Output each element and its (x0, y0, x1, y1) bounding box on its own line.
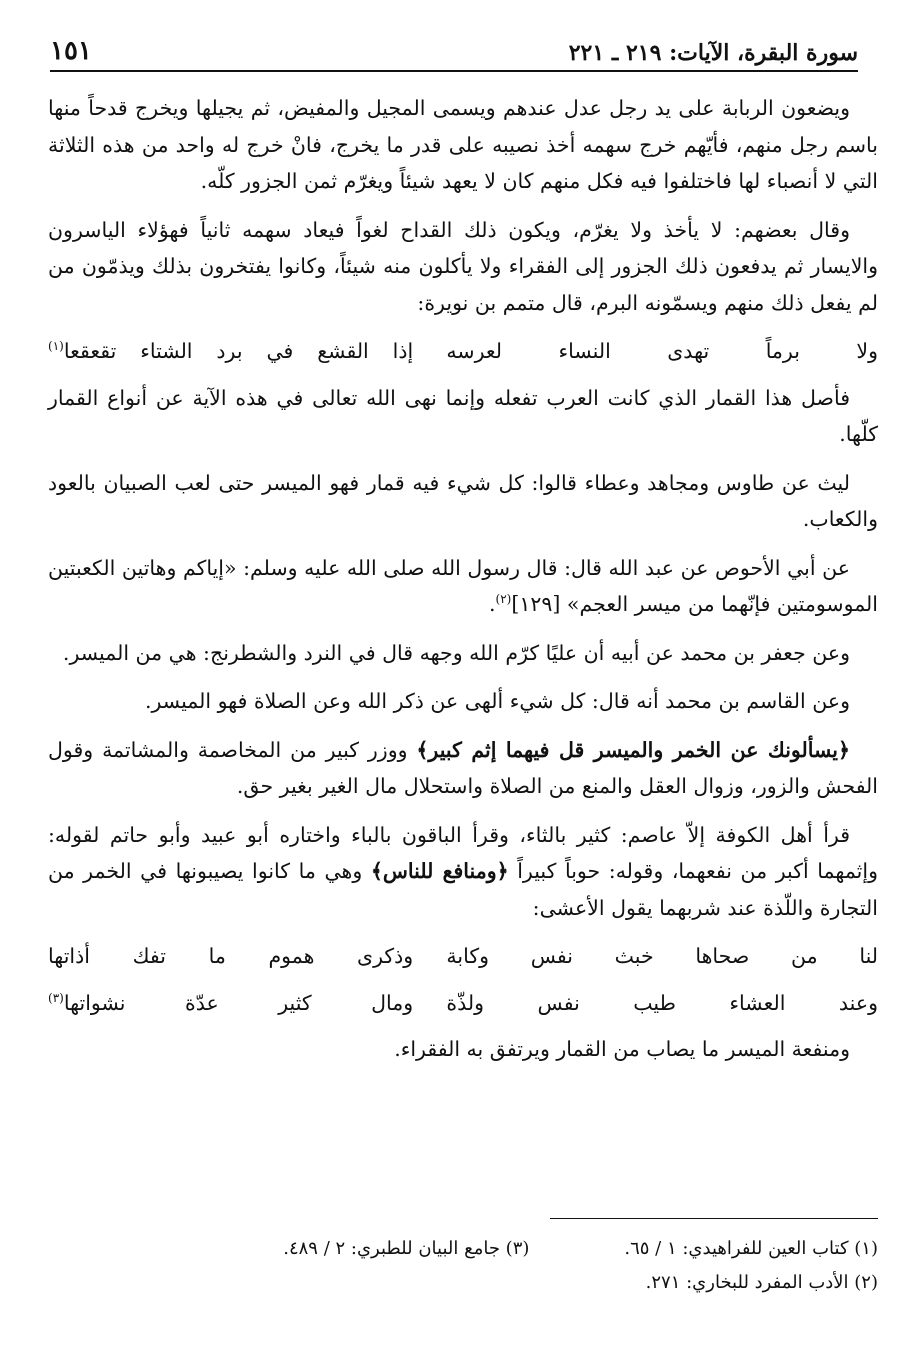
page-body (48, 90, 878, 1080)
footnote-ref: (١) (48, 339, 64, 354)
quran-verse: ﴿يسألونك عن الخمر والميسر قل فيهما إثم كبير﴾ (416, 737, 850, 762)
page-header (50, 32, 858, 72)
footnote: (١) كتاب العين للفراهيدي: ١ / ٦٥. (624, 1238, 878, 1259)
verse-hemistich-text: إذا القشع في برد الشتاء تقعقعا (63, 339, 414, 363)
hadith-text: عن أبي الأحوص عن عبد الله قال: قال رسول الله صلى الله عليه وسلم: «إياكم وهاتين الكعبتين الموسومتين فإنّهما من ميسر العجم» [١٢٩] (48, 555, 878, 616)
poetry-line (48, 985, 878, 1022)
verse-hemistich: لنا من صحاها خبث نفس وكابة (446, 944, 878, 968)
paragraph: وعن جعفر بن محمد عن أبيه أن عليًا كرّم الله وجهه قال في النرد والشطرنج: هي من الميسر. (62, 640, 850, 665)
commentary-text: قرأ أهل الكوفة إلاّ عاصم: كثير بالثاء، وقرأ الباقون بالباء واختاره أبو عبيد وأبو حاتم لقوله: وإثمهما أكبر من نفعهما، وقوله: حوباً كبيراً (48, 822, 878, 883)
paragraph: ليث عن طاوس ومجاهد وعطاء قالوا: كل شيء فيه قمار فهو الميسر حتى لعب الصبيان بالعود والكعاب. (48, 470, 878, 531)
paragraph: فأصل هذا القمار الذي كانت العرب تفعله وإنما نهى الله تعالى في هذه الآية عن أنواع القمار كلّها. (48, 385, 878, 446)
verse-hemistich: وعند العشاء طيب نفس ولذّة (446, 990, 878, 1015)
paragraph: ويضعون الربابة على يد رجل عدل عندهم ويسمى المجيل والمفيض، ثم يجيلها ويخرج قدحاً منها باسم رجل منهم، فأيّهم خرج سهمه أخذ نصيبه على قدر ما يخرج، فانْ خرج له واحد من هذه الثلاثة التي لا أنصباء لها فاختلفوا فيه فكل منهم كان لا يعهد شيئاً ويغرّم ثمن الجزور كلّه. (48, 96, 878, 193)
footnote-ref: (٢) (495, 592, 512, 607)
paragraph: وعن القاسم بن محمد أنه قال: كل شيء ألهى عن ذكر الله وعن الصلاة فهو الميسر. (144, 689, 850, 713)
verse-hemistich (48, 985, 413, 1022)
verse-hemistich: ولا برماً تهدى النساء لعرسه (446, 339, 878, 363)
running-title: سورة البقرة، الآيات: ٢١٩ ـ ٢٢١ (568, 40, 858, 66)
footnote-row (48, 1232, 878, 1266)
verse-hemistich (48, 333, 413, 370)
footnote: (٣) جامع البيان للطبري: ٢ / ٤٨٩. (283, 1238, 530, 1259)
verse-hemistich: وذكرى هموم ما تفك أذاتها (48, 944, 414, 968)
verse-hemistich-text: ومال كثير عدّة نشواتها (63, 990, 414, 1015)
footnote-ref: (٣) (48, 990, 64, 1005)
commentary-text: وهي ما كانوا يصيبونها في الخمر من التجارة واللّذة عند شربهما يقول الأعشى: (48, 859, 878, 920)
paragraph (48, 817, 878, 927)
commentary-text: ووزر كبير من المخاصمة والمشاتمة وقول الفحش والزور، وزوال العقل والمنع من الصلاة واستحلال مال الغير بغير حق. (48, 737, 878, 798)
paragraph: وقال بعضهم: لا يأخذ ولا يغرّم، ويكون ذلك القداح لغواً فيعاد سهمه ثانياً فهؤلاء الياسرون والايسار ثم يدفعون ذلك الجزور إلى الفقراء ولا يأكلون منه شيئاً، وكانوا يفتخرون بذلك ويذمّون من لم يفعل ذلك منهم ويسمّونه البرم، قال متمم بن نويرة: (48, 217, 878, 315)
paragraph: عن أبي الأحوص عن عبد الله قال: قال رسول الله صلى الله عليه وسلم: «إياكم وهاتين الكعبتين الموسومتين فإنّهما من ميسر العجم» [١٢٩]$^{(٢)}$. (48, 555, 878, 616)
quran-verse: ﴿ومنافع للناس﴾ (370, 859, 509, 883)
paragraph: ومنفعة الميسر ما يصاب من القمار ويرتفق به الفقراء. (394, 1037, 850, 1061)
page-number: ١٥١ (50, 36, 92, 66)
poetry-line (48, 938, 878, 975)
poetry-line (48, 333, 878, 370)
footnote-row (48, 1266, 878, 1300)
footnotes (48, 1232, 878, 1300)
footnote: (٢) الأدب المفرد للبخاري: ٢٧١. (645, 1272, 878, 1293)
paragraph (48, 732, 878, 805)
footnote-separator (550, 1218, 878, 1219)
